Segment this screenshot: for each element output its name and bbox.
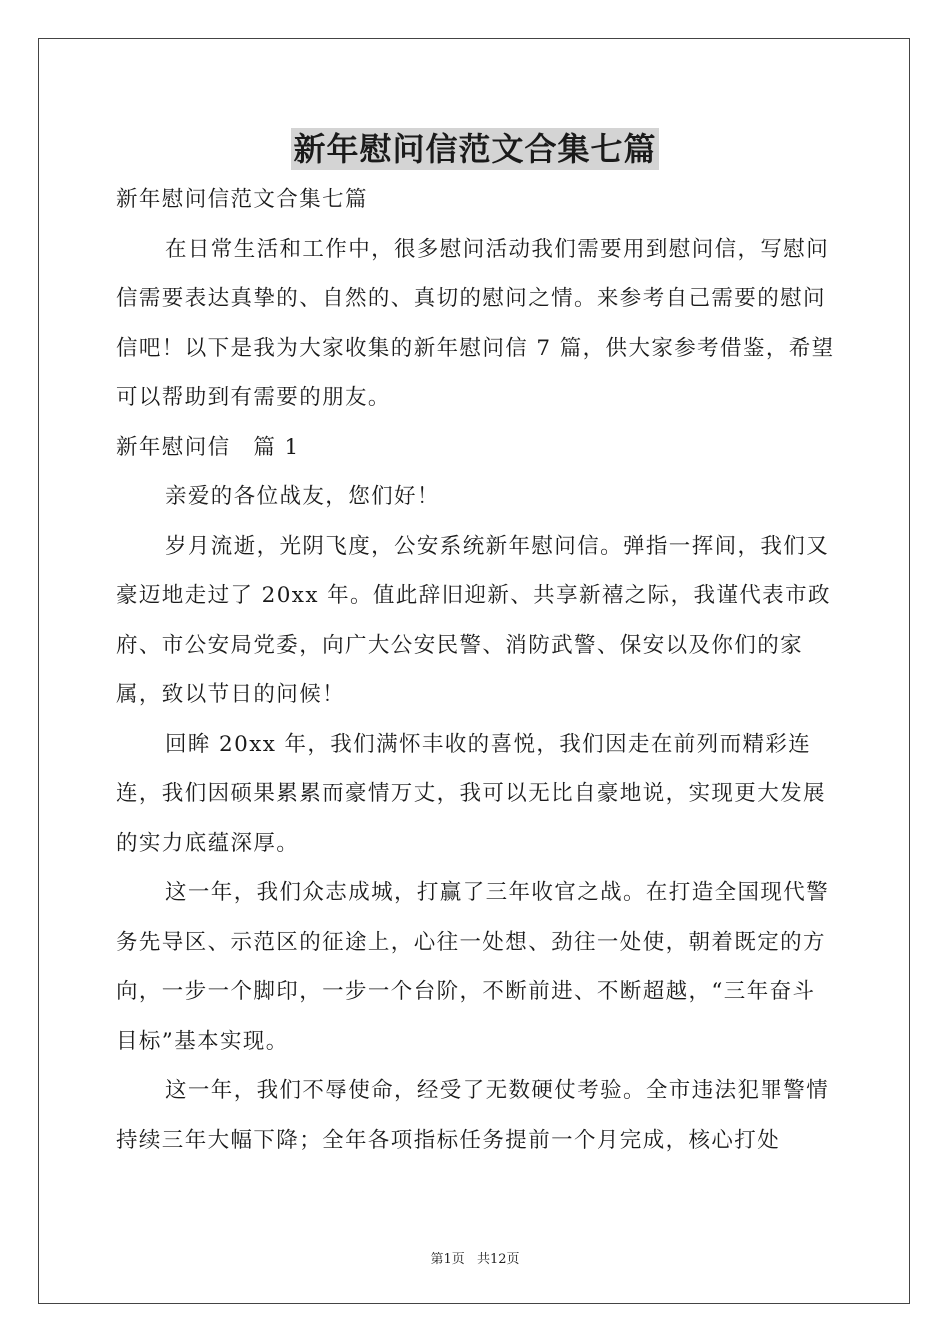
body-paragraph: 这一年，我们众志成城，打赢了三年收官之战。在打造全国现代警务先导区、示范区的征途上，心往一处想、劲往一处使，朝着既定的方向，一步一个脚印，一步一个台阶，不断前进、不断超越，“三年奋斗目标”基本实现。	[116, 880, 830, 1054]
page-footer	[0, 1248, 950, 1267]
document-title: 新年慰问信范文合集七篇	[293, 130, 657, 168]
page-number: 第1页	[430, 1252, 465, 1267]
page-total: 共12页	[476, 1252, 520, 1267]
body-paragraph: 亲爱的各位战友，您们好！	[165, 484, 440, 509]
body-paragraph: 在日常生活和工作中，很多慰问活动我们需要用到慰问信，写慰问信需要表达真挚的、自然的、真切的慰问之情。来参考自己需要的慰问信吧！以下是我为大家收集的新年慰问信 7 篇，供大家参考借鉴，希望可以帮助到有需要的朋友。	[116, 236, 835, 410]
document-body	[116, 175, 836, 1165]
title-area	[0, 128, 950, 170]
body-paragraph: 岁月流逝，光阴飞度，公安系统新年慰问信。弹指一挥间，我们又豪迈地走过了 20xx 年。值此辞旧迎新、共享新禧之际，我谨代表市政府、市公安局党委，向广大公安民警、消防武警、保安以及你们的家属，致以节日的问候！	[116, 533, 831, 707]
section-heading: 新年慰问信 篇 1	[116, 434, 300, 460]
body-paragraph: 新年慰问信范文合集七篇	[116, 187, 368, 212]
body-paragraph: 回眸 20xx 年，我们满怀丰收的喜悦，我们因走在前列而精彩连连，我们因硕果累累而豪情万丈，我可以无比自豪地说，实现更大发展的实力底蕴深厚。	[116, 731, 826, 856]
body-paragraph: 这一年，我们不辱使命，经受了无数硬仗考验。全市违法犯罪警情持续三年大幅下降；全年各项指标任务提前一个月完成，核心打处	[116, 1078, 830, 1153]
